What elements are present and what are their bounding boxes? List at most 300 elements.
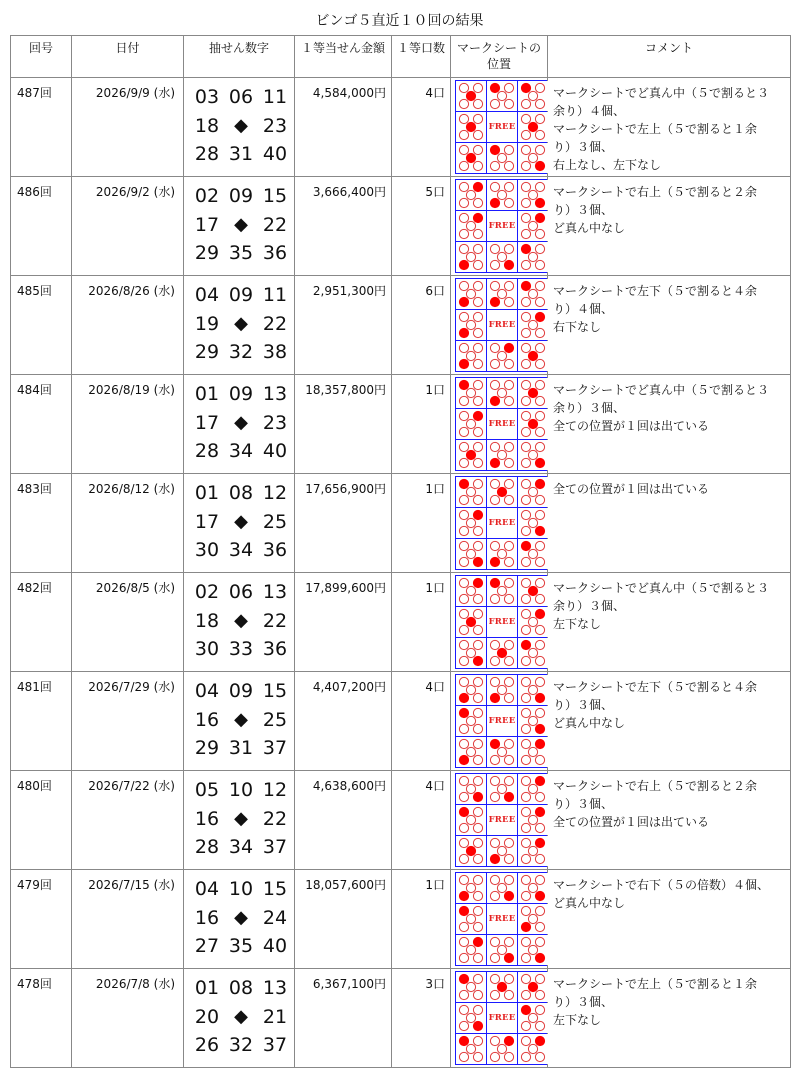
empty-circle (459, 1021, 468, 1030)
number-row (184, 805, 294, 834)
empty-circle (459, 458, 468, 467)
empty-circle (528, 153, 537, 162)
drawn-number: 16 (194, 906, 220, 929)
marked-circle (535, 776, 544, 785)
drawn-number: 05 (194, 779, 220, 802)
drawn-number: 22 (262, 609, 288, 632)
mark-sheet-square (487, 774, 517, 804)
empty-circle (466, 320, 475, 329)
empty-circle (521, 312, 530, 321)
empty-circle (504, 380, 513, 389)
number-row (184, 536, 294, 565)
comment-line: マークシートで右上（５で割ると２余 (553, 779, 758, 793)
mark-sheet-square (487, 81, 517, 111)
empty-circle (459, 792, 468, 801)
first-prize-amount: 6,367,100円 (295, 969, 392, 1068)
empty-circle (459, 609, 468, 618)
empty-circle (490, 380, 499, 389)
comment-line: マークシートで左上（５で割ると１余 (553, 977, 758, 991)
mark-sheet-cell (451, 771, 548, 870)
marked-circle (490, 557, 499, 566)
free-diamond: ◆ (234, 313, 248, 335)
drawn-number: 09 (228, 680, 254, 703)
mark-circles (518, 1034, 548, 1064)
free-diamond: ◆ (234, 115, 248, 137)
empty-circle (473, 479, 482, 488)
empty-circle (504, 838, 513, 847)
drawn-number: 02 (194, 185, 220, 208)
empty-circle (521, 260, 530, 269)
empty-circle (473, 396, 482, 405)
marked-circle (535, 1036, 544, 1045)
number-row (184, 635, 294, 664)
empty-circle (459, 739, 468, 748)
comment-line: マークシートで右上（５で割ると２余 (553, 185, 758, 199)
empty-circle (473, 974, 482, 983)
empty-circle (459, 510, 468, 519)
mark-sheet-square (456, 180, 486, 210)
empty-circle (490, 161, 499, 170)
mark-sheet (455, 773, 548, 867)
marked-circle (473, 510, 482, 519)
empty-circle (528, 716, 537, 725)
marked-circle (459, 328, 468, 337)
empty-circle (535, 974, 544, 983)
mark-sheet-square (456, 638, 486, 668)
empty-circle (473, 875, 482, 884)
mark-sheet-square (487, 836, 517, 866)
empty-circle (459, 677, 468, 686)
empty-circle (521, 145, 530, 154)
first-prize-count: 1口 (392, 375, 451, 474)
empty-circle (490, 656, 499, 665)
mark-sheet-square (456, 310, 486, 340)
marked-circle (473, 411, 482, 420)
mark-circles (487, 279, 517, 309)
marked-circle (490, 145, 499, 154)
empty-circle (535, 708, 544, 717)
marked-circle (521, 922, 530, 931)
mark-circles (456, 341, 486, 371)
mark-sheet-square (487, 1034, 517, 1064)
empty-circle (473, 724, 482, 733)
mark-circles (456, 706, 486, 736)
empty-circle (466, 914, 475, 923)
empty-circle (528, 883, 537, 892)
mark-sheet-square (518, 638, 548, 668)
empty-circle (535, 182, 544, 191)
drawn-number: 32 (228, 341, 254, 364)
empty-circle (535, 557, 544, 566)
empty-circle (528, 190, 537, 199)
mark-sheet-square (456, 774, 486, 804)
drawn-number: 36 (262, 242, 288, 265)
mark-sheet-square (456, 873, 486, 903)
drawn-number: 17 (194, 510, 220, 533)
header-count: １等口数 (392, 36, 451, 78)
free-diamond: ◆ (234, 709, 248, 731)
header-date: 日付 (72, 36, 184, 78)
empty-circle (459, 182, 468, 191)
mark-circles (518, 539, 548, 569)
mark-circles (456, 1003, 486, 1033)
drawn-number: 22 (262, 213, 288, 236)
comment-line: り）３個、 (553, 797, 614, 811)
mark-sheet-square (456, 477, 486, 507)
empty-circle (473, 541, 482, 550)
drawn-number: 13 (262, 977, 288, 1000)
empty-circle (535, 244, 544, 253)
empty-circle (459, 776, 468, 785)
mark-circles (518, 409, 548, 439)
empty-circle (490, 974, 499, 983)
empty-circle (535, 755, 544, 764)
drawn-number: 03 (194, 86, 220, 109)
empty-circle (528, 815, 537, 824)
empty-circle (521, 578, 530, 587)
empty-circle (497, 289, 506, 298)
mark-sheet-square (518, 81, 548, 111)
mark-circles (487, 576, 517, 606)
comment (548, 672, 791, 771)
table-row (11, 870, 791, 969)
drawn-numbers (184, 276, 295, 375)
marked-circle (459, 807, 468, 816)
drawn-number: 11 (262, 284, 288, 307)
mark-sheet-square (518, 836, 548, 866)
marked-circle (466, 846, 475, 855)
number-row (184, 479, 294, 508)
table-row (11, 969, 791, 1068)
empty-circle (466, 1044, 475, 1053)
comment-line: 余り）３個、 (553, 599, 626, 613)
empty-circle (521, 807, 530, 816)
drawn-number: 35 (228, 242, 254, 265)
mark-circles (456, 378, 486, 408)
empty-circle (473, 990, 482, 999)
comment (548, 78, 791, 177)
marked-circle (490, 198, 499, 207)
empty-circle (528, 221, 537, 230)
first-prize-count: 1口 (392, 870, 451, 969)
empty-circle (459, 823, 468, 832)
empty-circle (490, 260, 499, 269)
number-row (184, 932, 294, 961)
empty-circle (535, 1021, 544, 1030)
drawn-number: 13 (262, 383, 288, 406)
mark-sheet-square (487, 341, 517, 371)
empty-circle (466, 388, 475, 397)
mark-sheet-square (518, 180, 548, 210)
mark-sheet-square (456, 508, 486, 538)
mark-circles (456, 1034, 486, 1064)
drawn-number: 04 (194, 878, 220, 901)
mark-circles (456, 477, 486, 507)
empty-circle (521, 182, 530, 191)
empty-circle (521, 1052, 530, 1061)
number-row (184, 409, 294, 438)
marked-circle (535, 312, 544, 321)
marked-circle (528, 122, 537, 131)
mark-sheet-square (518, 675, 548, 705)
first-prize-amount: 3,666,400円 (295, 177, 392, 276)
empty-circle (528, 784, 537, 793)
empty-circle (535, 1005, 544, 1014)
mark-sheet-square (487, 576, 517, 606)
marked-circle (473, 1021, 482, 1030)
comment-line: マークシートで左下（５で割ると４余 (553, 680, 758, 694)
mark-circles (456, 211, 486, 241)
empty-circle (521, 974, 530, 983)
empty-circle (459, 99, 468, 108)
mark-circles (518, 508, 548, 538)
empty-circle (521, 854, 530, 863)
empty-circle (466, 586, 475, 595)
first-prize-count: 4口 (392, 78, 451, 177)
number-row (184, 211, 294, 240)
empty-circle (521, 875, 530, 884)
comment-line: マークシートでど真ん中（５で割ると３ (553, 581, 770, 595)
empty-circle (521, 328, 530, 337)
mark-circles (487, 935, 517, 965)
mark-circles (487, 873, 517, 903)
empty-circle (459, 640, 468, 649)
empty-circle (459, 130, 468, 139)
mark-sheet-square (456, 576, 486, 606)
mark-sheet-cell (451, 177, 548, 276)
marked-circle (535, 838, 544, 847)
empty-circle (521, 755, 530, 764)
empty-circle (466, 747, 475, 756)
comment (548, 474, 791, 573)
empty-circle (528, 648, 537, 657)
empty-circle (504, 1052, 513, 1061)
comment (548, 573, 791, 672)
mark-circles (456, 508, 486, 538)
empty-circle (490, 594, 499, 603)
empty-circle (473, 677, 482, 686)
empty-circle (535, 260, 544, 269)
mark-sheet-square (518, 440, 548, 470)
drawn-number: 33 (228, 638, 254, 661)
marked-circle (466, 122, 475, 131)
drawn-number: 24 (262, 906, 288, 929)
mark-circles (456, 935, 486, 965)
draw-number: 478回 (11, 969, 72, 1068)
mark-sheet-square (518, 774, 548, 804)
empty-circle (528, 1013, 537, 1022)
marked-circle (504, 792, 513, 801)
draw-number: 482回 (11, 573, 72, 672)
empty-circle (535, 990, 544, 999)
empty-circle (466, 549, 475, 558)
marked-circle (535, 161, 544, 170)
empty-circle (459, 281, 468, 290)
mark-sheet-square (518, 737, 548, 767)
marked-circle (459, 708, 468, 717)
mark-sheet-square (518, 904, 548, 934)
free-square: FREE (487, 310, 517, 340)
empty-circle (504, 693, 513, 702)
marked-circle (535, 693, 544, 702)
mark-circles (518, 279, 548, 309)
drawn-numbers (184, 672, 295, 771)
drawn-number: 01 (194, 383, 220, 406)
mark-sheet (455, 971, 548, 1065)
mark-circles (456, 112, 486, 142)
empty-circle (521, 229, 530, 238)
comment-line: 全ての位置が１回は出ている (553, 482, 710, 496)
comment-line: り）４個、 (553, 302, 614, 316)
drawn-number: 08 (228, 977, 254, 1000)
empty-circle (528, 487, 537, 496)
marked-circle (528, 982, 537, 991)
marked-circle (521, 1005, 530, 1014)
draw-number: 485回 (11, 276, 72, 375)
header-numbers: 抽せん数字 (184, 36, 295, 78)
marked-circle (459, 297, 468, 306)
drawn-number: 28 (194, 143, 220, 166)
mark-circles (487, 774, 517, 804)
marked-circle (521, 83, 530, 92)
mark-circles (456, 904, 486, 934)
empty-circle (535, 792, 544, 801)
mark-circles (518, 242, 548, 272)
comment-line: 左下なし (553, 617, 602, 631)
drawn-number: 04 (194, 284, 220, 307)
mark-sheet-square (518, 1003, 548, 1033)
draw-number: 481回 (11, 672, 72, 771)
table-row (11, 177, 791, 276)
empty-circle (466, 982, 475, 991)
empty-circle (535, 83, 544, 92)
free-diamond: ◆ (234, 214, 248, 236)
comment (548, 969, 791, 1068)
drawn-number: 02 (194, 581, 220, 604)
drawn-number: 38 (262, 341, 288, 364)
empty-circle (459, 922, 468, 931)
empty-circle (521, 823, 530, 832)
empty-circle (535, 281, 544, 290)
comment-line: 余り）４個、 (553, 104, 626, 118)
drawn-number: 25 (262, 510, 288, 533)
empty-circle (497, 450, 506, 459)
empty-circle (528, 747, 537, 756)
comment-line: り）３個、 (553, 698, 614, 712)
empty-circle (535, 541, 544, 550)
header-sheet (451, 36, 548, 78)
number-row (184, 112, 294, 141)
mark-sheet-cell (451, 870, 548, 969)
empty-circle (490, 1052, 499, 1061)
empty-circle (490, 343, 499, 352)
empty-circle (473, 953, 482, 962)
drawn-numbers (184, 771, 295, 870)
empty-circle (504, 755, 513, 764)
empty-circle (490, 182, 499, 191)
marked-circle (504, 343, 513, 352)
mark-circles (518, 143, 548, 173)
comment-line: 全ての位置が１回は出ている (553, 419, 710, 433)
draw-date: 2026/8/5 (水) (72, 573, 184, 672)
empty-circle (535, 495, 544, 504)
number-row (184, 338, 294, 367)
empty-circle (473, 739, 482, 748)
draw-number: 483回 (11, 474, 72, 573)
empty-circle (535, 937, 544, 946)
mark-circles (456, 675, 486, 705)
mark-sheet-square (456, 440, 486, 470)
empty-circle (466, 716, 475, 725)
number-row (184, 974, 294, 1003)
mark-circles (518, 638, 548, 668)
empty-circle (535, 442, 544, 451)
drawn-number: 23 (262, 114, 288, 137)
drawn-number: 31 (228, 737, 254, 760)
marked-circle (466, 450, 475, 459)
empty-circle (490, 776, 499, 785)
mark-sheet-square (487, 279, 517, 309)
empty-circle (521, 442, 530, 451)
empty-circle (497, 388, 506, 397)
number-row (184, 607, 294, 636)
empty-circle (535, 229, 544, 238)
empty-circle (473, 244, 482, 253)
empty-circle (528, 252, 537, 261)
mark-sheet-square (487, 675, 517, 705)
drawn-number: 18 (194, 609, 220, 632)
empty-circle (497, 945, 506, 954)
comment-line: ど真ん中なし (553, 716, 626, 730)
first-prize-count: 1口 (392, 474, 451, 573)
drawn-number: 18 (194, 114, 220, 137)
drawn-numbers (184, 969, 295, 1068)
mark-sheet-square (518, 409, 548, 439)
mark-sheet (455, 278, 548, 372)
mark-sheet-square (487, 143, 517, 173)
drawn-number: 09 (228, 383, 254, 406)
mark-sheet-square (456, 805, 486, 835)
empty-circle (490, 495, 499, 504)
mark-circles (456, 242, 486, 272)
drawn-number: 37 (262, 1034, 288, 1057)
draw-number: 487回 (11, 78, 72, 177)
mark-sheet-square (456, 143, 486, 173)
empty-circle (504, 578, 513, 587)
empty-circle (535, 854, 544, 863)
empty-circle (473, 297, 482, 306)
marked-circle (504, 891, 513, 900)
drawn-number: 01 (194, 977, 220, 1000)
draw-date: 2026/8/26 (水) (72, 276, 184, 375)
empty-circle (490, 281, 499, 290)
empty-circle (504, 145, 513, 154)
draw-date: 2026/7/22 (水) (72, 771, 184, 870)
marked-circle (504, 1036, 513, 1045)
first-prize-amount: 4,407,200円 (295, 672, 392, 771)
empty-circle (466, 685, 475, 694)
empty-circle (466, 419, 475, 428)
header-row (11, 36, 791, 78)
mark-sheet-square (487, 440, 517, 470)
first-prize-amount: 17,899,600円 (295, 573, 392, 672)
mark-sheet-square (518, 607, 548, 637)
mark-sheet (455, 377, 548, 471)
marked-circle (490, 739, 499, 748)
empty-circle (535, 114, 544, 123)
marked-circle (459, 479, 468, 488)
free-square: FREE (487, 805, 517, 835)
